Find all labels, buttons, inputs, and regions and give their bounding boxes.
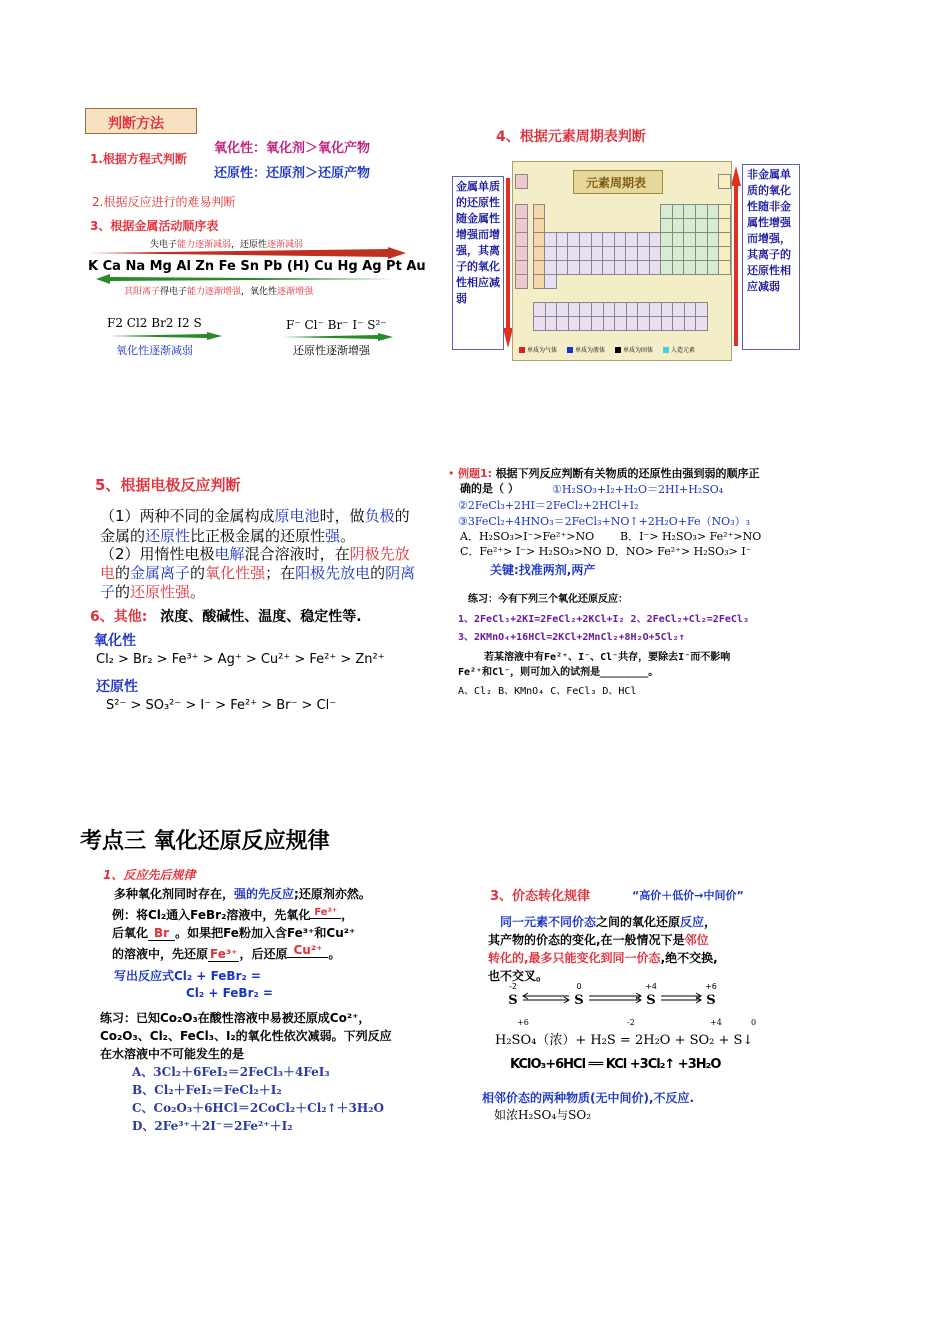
periodic-legend xyxy=(519,346,729,356)
text-part: 还原性强 xyxy=(130,583,191,601)
rule-1-write-2: Cl₂ + FeBr₂ = xyxy=(186,986,273,1000)
note-part: 能力逐渐增强 xyxy=(187,287,242,297)
text-part: 6、其他: xyxy=(90,609,148,625)
periodic-table xyxy=(512,161,732,361)
example-key: 关键:找准两剂,两产 xyxy=(490,563,596,577)
legend-label: 人造元素 xyxy=(671,347,696,354)
text-part: 负极 xyxy=(364,507,395,525)
legend-label: 单质为固体 xyxy=(623,347,654,354)
metal-bottom-note xyxy=(124,284,313,297)
periodic-cell xyxy=(718,260,731,275)
text-part: 。 xyxy=(190,583,206,601)
periodic-cell xyxy=(718,218,731,233)
halogen-note: 氧化性逐渐减弱 xyxy=(116,344,193,357)
periodic-cell xyxy=(718,204,731,219)
halogen-arrow xyxy=(107,332,222,340)
example-1 xyxy=(448,465,760,481)
periodic-cell xyxy=(695,302,708,317)
method-5-para-2 xyxy=(100,545,420,602)
method-box-label: 判断方法 xyxy=(108,116,164,132)
rule-3-line-1 xyxy=(500,913,716,930)
text-part: 浓度、酸碱性、温度、稳定性等. xyxy=(160,609,362,625)
example-label: 例题1: xyxy=(458,467,493,480)
text-part: ，后还原 xyxy=(239,947,288,961)
text-part: 。 xyxy=(328,947,341,961)
periodic-title: 4、根据元素周期表判断 xyxy=(496,129,646,145)
text-part: 的 xyxy=(370,564,386,582)
periodic-cell xyxy=(544,274,557,289)
text-part: 的溶液中，先还原 xyxy=(112,947,209,961)
example-question-2: 确的是（ ） xyxy=(460,482,519,495)
metal-top-arrow xyxy=(88,247,408,259)
method-box xyxy=(85,108,197,134)
legend-swatch xyxy=(567,347,573,353)
oxidizing-label: 氧化性 xyxy=(94,633,136,649)
text-part: 时，做 xyxy=(319,507,365,525)
note-part: 逐渐增强 xyxy=(277,287,314,297)
method-5-title: 5、根据电极反应判断 xyxy=(95,476,241,494)
text-part: 的 xyxy=(190,564,206,582)
valence-label: 0 xyxy=(576,982,582,991)
equation-1-marks xyxy=(495,1018,775,1028)
practice-options: A、Cl₂ B、KMnO₄ C、FeCl₃ D、HCl xyxy=(458,686,637,697)
text-part: 阴离子 xyxy=(100,564,416,601)
reducing-label: 还原性 xyxy=(96,679,138,695)
text-part: ， xyxy=(704,915,717,929)
equation-2: KClO₃+6HCl ══ KCl +3Cl₂↑ +3H₂O xyxy=(510,1057,721,1072)
rule-3-line-4: 也不交叉。 xyxy=(488,969,549,983)
practice-question-1: 若某溶液中有Fe²⁺、I⁻、Cl⁻共存，要除去I⁻而不影响 xyxy=(484,652,731,663)
halogen-series: F2 Cl2 Br2 I2 S xyxy=(107,316,202,330)
note-part: 逐渐减弱 xyxy=(267,240,304,250)
rule-3-quote: “高价＋低价→中间价” xyxy=(632,889,744,902)
bullet: • xyxy=(448,467,455,480)
equation-1 xyxy=(495,1018,775,1050)
example-reaction-3: ③3FeCl₂+4HNO₃＝2FeCl₃+NO↑+2H₂O+Fe（NO₃）₃ xyxy=(458,515,751,528)
legend-swatch xyxy=(663,347,669,353)
text-part: 其产物的价态的变化,在一般情况下是 xyxy=(488,933,685,947)
method-2: 2.根据反应进行的难易判断 xyxy=(92,195,236,209)
valence-mark: -2 xyxy=(627,1018,635,1027)
periodic-cell xyxy=(515,174,528,189)
periodic-cell xyxy=(515,246,528,261)
legend-label: 单质为液体 xyxy=(575,347,606,354)
example-reaction-2: ②2FeCl₃+2HI＝2FeCl₂+2HCl+I₂ xyxy=(458,499,639,512)
example-option-a: A．H₂SO₃>I⁻>Fe²⁺>NO xyxy=(460,530,595,543)
method-5-para-1 xyxy=(100,506,420,546)
anion-series: F⁻ Cl⁻ Br⁻ I⁻ S²⁻ xyxy=(286,318,387,332)
sulfur-valence-chain xyxy=(505,980,735,1012)
text-part: 的 xyxy=(115,583,131,601)
text-part: ,绝不交换, xyxy=(660,951,718,965)
text-part: 后氧化 xyxy=(112,926,149,940)
rule-1-option-c: C、Co₂O₃＋6HCl＝2CoCl₂＋Cl₂↑＋3H₂O xyxy=(132,1101,384,1115)
text-part: 。 xyxy=(340,527,356,545)
adjacent-rule: 相邻价态的两种物质(无中间价),不反应. xyxy=(482,1091,695,1105)
text-part: 例：将Cl₂通入FeBr₂溶液中，先氧化 xyxy=(112,908,311,922)
periodic-left-note-box xyxy=(452,176,504,350)
nonmetal-up-arrow xyxy=(731,166,741,346)
equation-1-text: H₂SO₄（浓）+ H₂S = 2H₂O + SO₂ + S↓ xyxy=(495,1033,754,1048)
text-part: ， xyxy=(341,908,354,922)
sulfur-symbol: S xyxy=(706,993,716,1008)
periodic-cell xyxy=(515,232,528,247)
oxidizing-series: Cl₂ > Br₂ > Fe³⁺ > Ag⁺ > Cu²⁺ > Fe²⁺ > Zn²⁺ xyxy=(96,652,385,667)
periodic-cell xyxy=(533,204,546,219)
rule-1-line-4 xyxy=(112,943,340,962)
text-part: 。如果把Fe粉加入含Fe³⁺和Cu²⁺ xyxy=(175,926,356,940)
text-part: 同一元素不同价态 xyxy=(500,915,597,929)
text-part: （1）两种不同的金属构成 xyxy=(100,507,275,525)
valence-label: -2 xyxy=(509,982,517,991)
periodic-cell xyxy=(718,246,731,261)
rule-1-option-b: B、Cl₂＋FeI₂＝FeCl₂＋I₂ xyxy=(132,1083,282,1097)
method-1-reducing: 还原性：还原剂＞还原产物 xyxy=(214,166,371,181)
text-part: 的 xyxy=(115,564,131,582)
note-part: 能力逐渐减弱 xyxy=(177,240,232,250)
answer-blank: Cu²⁺ xyxy=(287,943,328,958)
periodic-cell xyxy=(533,218,546,233)
method-3: 3、根据金属活动顺序表 xyxy=(90,219,219,233)
text-part: 强 xyxy=(325,527,341,545)
text-part: 混合溶液时，在 xyxy=(244,545,350,563)
sulfur-symbol: S xyxy=(646,993,656,1008)
rule-3-title: 3、价态转化规律 xyxy=(490,889,591,904)
text-part: 还原性 xyxy=(145,527,191,545)
note-part: 得电子 xyxy=(160,287,188,297)
practice-question-2: Fe²⁺和Cl⁻，则可加入的试剂是________。 xyxy=(458,667,659,678)
example-option-c: C．Fe²⁺> I⁻> H₂SO₃>NO xyxy=(460,545,602,558)
metal-bottom-arrow xyxy=(96,274,396,284)
answer-blank: Br xyxy=(148,926,175,941)
text-part: ；在 xyxy=(265,564,296,582)
practice-reaction-2: 3、2KMnO₄+16HCl=2KCl+2MnCl₂+8H₂O+5Cl₂↑ xyxy=(458,632,685,643)
text-part: （2）用惰性电极 xyxy=(100,545,215,563)
text-part: 的金属的 xyxy=(100,507,410,545)
text-part: 多种氧化剂同时存在， xyxy=(114,887,235,901)
rule-3-line-3 xyxy=(488,949,718,966)
periodic-cell xyxy=(515,204,528,219)
periodic-cell xyxy=(718,232,731,247)
valence-label: +6 xyxy=(705,982,717,991)
periodic-cell xyxy=(515,260,528,275)
answer-blank: Fe³⁺ xyxy=(210,947,238,961)
periodic-right-note: 非金属单质的氧化性随非金属性增强而增强，其离子的还原性相应减弱 xyxy=(747,168,791,293)
periodic-table-title: 元素周期表 xyxy=(586,176,647,190)
periodic-left-note: 金属单质的还原性随金属性增强而增强，其离子的氧化性相应减弱 xyxy=(456,180,500,305)
text-part: 之间的氧化还原 xyxy=(596,915,681,929)
example-reaction-1: ①H₂SO₃+I₂+H₂O＝2HI+H₂SO₄ xyxy=(552,483,724,496)
example-option-b: B．I⁻> H₂SO₃> Fe²⁺>NO xyxy=(620,530,762,543)
method-1-label: 1.根据方程式判断 xyxy=(90,152,187,166)
valence-mark: +6 xyxy=(517,1018,529,1027)
answer-blank: Fe²⁺ xyxy=(310,907,341,919)
practice-title: 练习：今有下列三个氧化还原反应： xyxy=(468,594,628,605)
legend-label: 单质为气体 xyxy=(527,347,558,354)
legend-swatch xyxy=(519,347,525,353)
note-part: ，还原性 xyxy=(231,240,268,250)
section-heading: 考点三 氧化还原反应规律 xyxy=(80,829,330,854)
rule-3-line-2 xyxy=(488,931,709,948)
periodic-grid xyxy=(515,174,729,334)
rule-1-title: 1、反应先后规律 xyxy=(103,868,196,882)
method-1-oxidizing: 氧化性：氧化剂＞氧化产物 xyxy=(214,141,371,156)
method-6 xyxy=(90,606,362,626)
periodic-cell xyxy=(515,274,528,289)
text-part: 电解 xyxy=(214,545,245,563)
text-part: 氧化性强 xyxy=(205,564,266,582)
periodic-cell xyxy=(718,174,731,189)
reducing-series: S²⁻ > SO₃²⁻ > I⁻ > Fe²⁺ > Br⁻ > Cl⁻ xyxy=(106,698,337,713)
text-part: 反应 xyxy=(680,915,705,929)
rule-1-practice-2: Co₂O₃、Cl₂、FeCl₃、I₂的氧化性依次减弱。下列反应 xyxy=(100,1029,392,1043)
text-part: 阳极先放电 xyxy=(295,564,371,582)
example-option-d: D．NO> Fe²⁺> H₂SO₃> I⁻ xyxy=(606,545,752,558)
rule-1-option-d: D、2Fe³⁺＋2I⁻＝2Fe²⁺＋I₂ xyxy=(132,1119,293,1133)
text-part: 阴极先放电 xyxy=(100,545,410,582)
note-part: 其阳离子 xyxy=(124,287,161,297)
valence-mark: 0 xyxy=(751,1018,757,1027)
periodic-cell xyxy=(515,218,528,233)
anion-arrow xyxy=(283,333,393,341)
valence-mark: +4 xyxy=(710,1018,722,1027)
sulfur-symbol: S xyxy=(508,993,518,1008)
anion-note: 还原性逐渐增强 xyxy=(293,344,370,357)
example-question: 根据下列反应判断有关物质的还原性由强到弱的顺序正 xyxy=(495,467,760,480)
metal-activity-series: K Ca Na Mg Al Zn Fe Sn Pb (H) Cu Hg Ag Pt Au xyxy=(88,259,426,274)
text-part: 强的先反应 xyxy=(234,887,295,901)
rule-1-practice-3: 在水溶液中不可能发生的是 xyxy=(100,1047,245,1061)
text-part: 金属离子 xyxy=(130,564,191,582)
rule-1-write-1: 写出反应式Cl₂ + FeBr₂ = xyxy=(114,969,261,983)
periodic-cell xyxy=(695,316,708,331)
legend-swatch xyxy=(615,347,621,353)
note-part: ，氧化性 xyxy=(241,287,278,297)
rule-1-line-1 xyxy=(114,885,371,902)
rule-1-practice-1: 练习：已知Co₂O₃在酸性溶液中易被还原成Co²⁺， xyxy=(100,1011,371,1025)
text-part: 比正极金属的还原性 xyxy=(190,527,326,545)
rule-1-option-a: A、3Cl₂＋6FeI₂＝2FeCl₃＋4FeI₃ xyxy=(132,1065,330,1079)
text-part: 原电池 xyxy=(274,507,320,525)
sulfur-symbol: S xyxy=(574,993,584,1008)
practice-reaction-1: 1、2FeCl₃+2KI=2FeCl₂+2KCl+I₂ 2、2FeCl₂+Cl₂=2FeCl₃ xyxy=(458,614,749,625)
text-part: ;还原剂亦然。 xyxy=(294,887,371,901)
periodic-right-note-box xyxy=(742,164,800,350)
text-part: 邻位 xyxy=(684,933,709,947)
rule-1-line-2 xyxy=(112,906,353,923)
valence-label: +4 xyxy=(645,982,657,991)
text-part: 转化的,最多只能变化到同一价态 xyxy=(488,951,661,965)
note-part: 失电子 xyxy=(150,240,178,250)
rule-1-line-3 xyxy=(112,924,355,941)
adjacent-example: 如浓H₂SO₄与SO₂ xyxy=(494,1108,592,1122)
